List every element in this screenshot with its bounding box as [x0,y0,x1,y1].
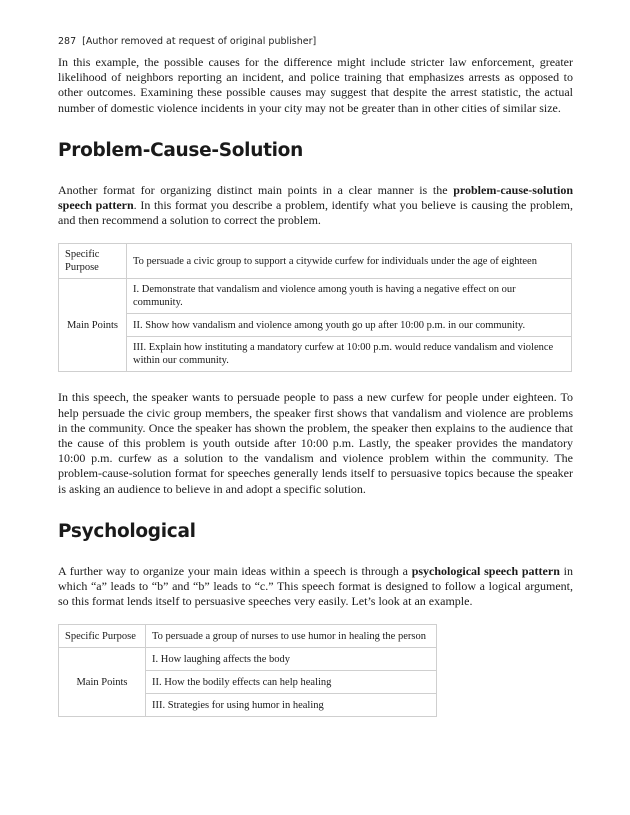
table-row [59,279,572,314]
text-span: A further way to organize your main ideas within a speech is through a [58,563,412,578]
text-span: . In this format you describe a problem, identify what you believe is causing the problem, and then recommend a solution to correct the problem. [58,198,573,228]
running-head-text: [Author removed at request of original publisher] [82,36,317,47]
main-points-label: Main Points [59,279,127,372]
main-point-1: I. How laughing affects the body [146,648,437,671]
main-point-3: III. Strategies for using humor in healing [146,694,437,717]
document-page [58,36,573,717]
running-head [58,36,573,47]
problem-cause-solution-intro [58,183,573,229]
table-row [59,625,437,648]
term-problem-cause-solution: problem-cause-solution speech pattern [58,182,573,213]
specific-purpose-label: Specific Purpose [59,244,127,279]
page-number: 287 [58,36,77,47]
table-row [59,314,572,337]
text-span: in which “a” leads to “b” and “b” leads to “c.” This speech format is designed to follow a logical argument, so this format lends itself to persuasive speeches very easily. Let’s look at an example. [58,563,573,609]
table-row [59,244,572,279]
section-heading-problem-cause-solution: Problem-Cause-Solution [58,139,303,161]
humor-outline-table [58,624,437,717]
main-point-2: II. How the bodily effects can help healing [146,671,437,694]
specific-purpose-text: To persuade a civic group to support a citywide curfew for individuals under the age of eighteen [127,244,572,279]
main-points-label: Main Points [59,648,146,717]
curfew-outline-table [58,243,572,372]
problem-cause-solution-explanation: In this speech, the speaker wants to persuade people to pass a new curfew for people under eighteen. To help persuade the civic group members, the speaker first shows that vandalism and violence are problems in the community. Once the speaker has shown the problem, the speaker then explains to the audience that the cause of this problem is youth outside after 10:00 p.m. Lastly, the speaker provides the mandatory 10:00 p.m. curfew as a solution to the vandalism and violence problem within the community. The problem-cause-solution format for speeches generally lends itself to persuasive topics because the speaker is asking an audience to believe in and adopt a specific solution. [58,390,573,496]
psychological-intro [58,564,573,610]
table-row [59,337,572,372]
specific-purpose-label: Specific Purpose [59,625,146,648]
main-point-1: I. Demonstrate that vandalism and violence among youth is having a negative effect on our community. [127,279,572,314]
section-heading-psychological: Psychological [58,520,196,542]
text-span: Another format for organizing distinct main points in a clear manner is the [58,182,454,197]
specific-purpose-text: To persuade a group of nurses to use humor in healing the person [146,625,437,648]
term-psychological-speech-pattern: psychological speech pattern [411,563,560,578]
main-point-2: II. Show how vandalism and violence among youth go up after 10:00 p.m. in our community. [127,314,572,337]
table-row [59,648,437,671]
main-point-3: III. Explain how instituting a mandatory curfew at 10:00 p.m. would reduce vandalism and violence within our community. [127,337,572,372]
intro-paragraph: In this example, the possible causes for the difference might include stricter law enforcement, greater likelihood of neighbors reporting an incident, and police training that emphasizes arrests as opposed to other outcomes. Examining these possible causes may suggest that despite the arrest statistic, the actual number of domestic violence incidents in your city may not be greater than in other cities of similar size. [58,55,573,115]
